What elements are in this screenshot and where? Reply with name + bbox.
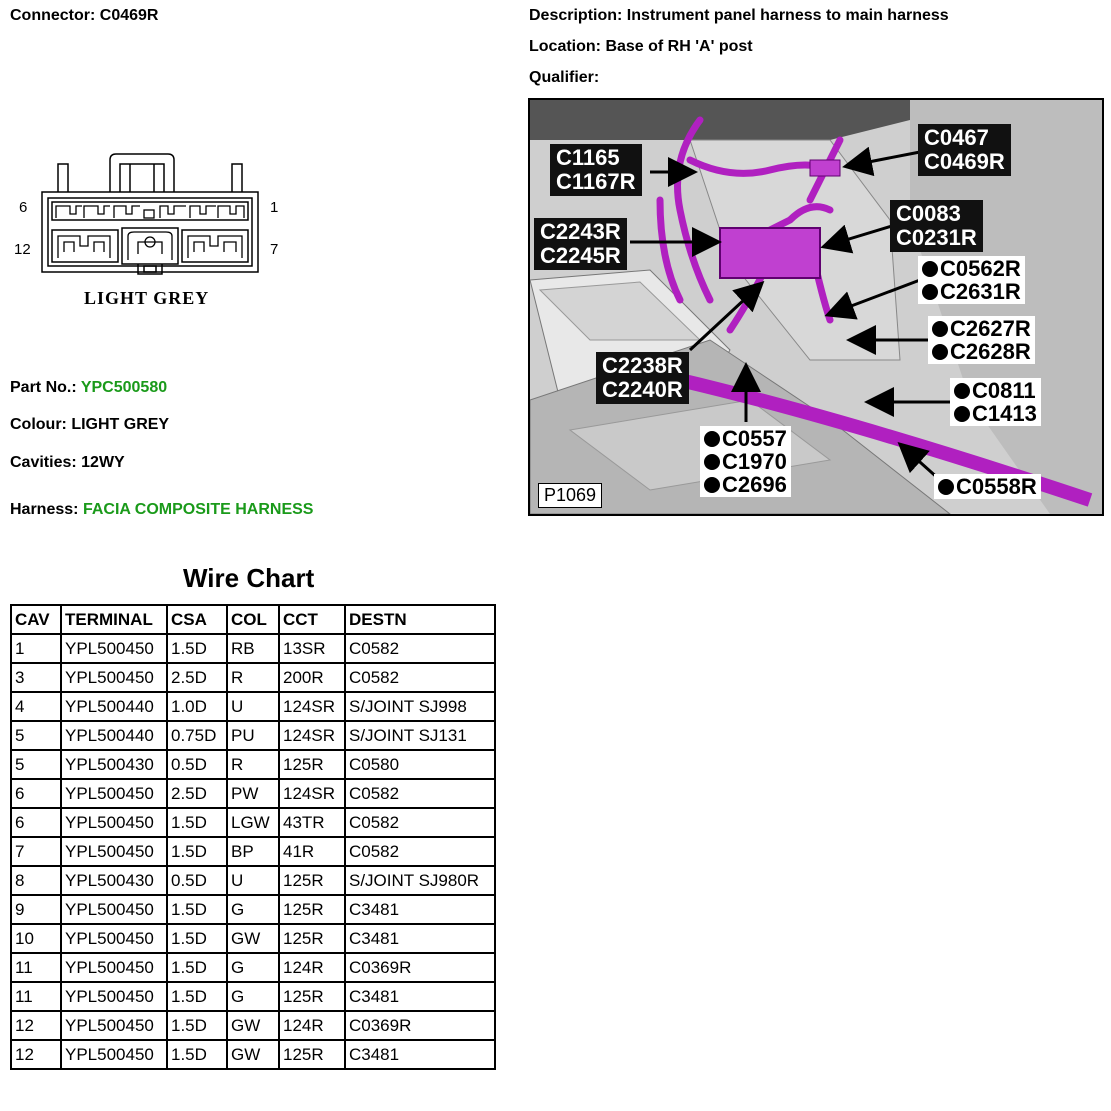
cell-cct: 125R — [279, 750, 345, 779]
cell-col: R — [227, 750, 279, 779]
table-row — [11, 808, 495, 837]
table-row — [11, 634, 495, 663]
cell-csa: 1.5D — [167, 1011, 227, 1040]
cell-cct: 125R — [279, 1040, 345, 1069]
cell-csa: 2.5D — [167, 779, 227, 808]
cell-cav: 4 — [11, 692, 61, 721]
cell-destn: C3481 — [345, 982, 495, 1011]
pin-label-1: 1 — [270, 199, 279, 216]
table-row — [11, 982, 495, 1011]
col-header-cct: CCT — [279, 605, 345, 634]
cell-col: PU — [227, 721, 279, 750]
table-row — [11, 924, 495, 953]
cell-terminal: YPL500450 — [61, 1040, 167, 1069]
cell-terminal: YPL500450 — [61, 634, 167, 663]
connector-colour-label: LIGHT GREY — [84, 288, 210, 308]
cell-csa: 1.5D — [167, 634, 227, 663]
harness-info — [10, 501, 313, 519]
callout-c0557: C0557 C1970 C2696 — [700, 426, 791, 497]
cell-terminal: YPL500450 — [61, 837, 167, 866]
cell-cct: 200R — [279, 663, 345, 692]
table-row — [11, 692, 495, 721]
cell-terminal: YPL500440 — [61, 692, 167, 721]
cell-destn: C0582 — [345, 779, 495, 808]
cell-csa: 1.5D — [167, 982, 227, 1011]
wire-chart-title: Wire Chart — [183, 563, 315, 593]
cell-destn: C3481 — [345, 924, 495, 953]
cell-destn: S/JOINT SJ998 — [345, 692, 495, 721]
cell-cav: 11 — [11, 953, 61, 982]
callout-c1165: C1165 C1167R — [550, 144, 642, 196]
cavities-info: Cavities: 12WY — [10, 454, 125, 471]
cell-csa: 1.5D — [167, 1040, 227, 1069]
cell-cct: 124SR — [279, 721, 345, 750]
callout-c0558r: C0558R — [934, 474, 1041, 499]
table-row — [11, 721, 495, 750]
pin-label-12: 12 — [14, 241, 31, 258]
cell-csa: 1.0D — [167, 692, 227, 721]
pin-label-6: 6 — [19, 199, 28, 216]
table-row — [11, 1011, 495, 1040]
pin-label-7: 7 — [270, 241, 279, 258]
cell-cct: 125R — [279, 895, 345, 924]
cell-cav: 12 — [11, 1040, 61, 1069]
cell-cav: 9 — [11, 895, 61, 924]
cell-destn: C0582 — [345, 808, 495, 837]
qualifier: Qualifier: — [529, 69, 600, 86]
cell-cav: 6 — [11, 808, 61, 837]
part-number-label: Part No.: — [10, 379, 77, 396]
cell-cct: 43TR — [279, 808, 345, 837]
wire-chart-table — [10, 604, 496, 1070]
cell-cav: 11 — [11, 982, 61, 1011]
table-row — [11, 837, 495, 866]
cell-col: U — [227, 692, 279, 721]
table-row — [11, 866, 495, 895]
cell-terminal: YPL500440 — [61, 721, 167, 750]
cell-cct: 41R — [279, 837, 345, 866]
cell-csa: 1.5D — [167, 924, 227, 953]
col-header-terminal: TERMINAL — [61, 605, 167, 634]
cell-cav: 3 — [11, 663, 61, 692]
table-row — [11, 779, 495, 808]
cell-col: GW — [227, 924, 279, 953]
table-row — [11, 1040, 495, 1069]
cell-cct: 125R — [279, 866, 345, 895]
cell-destn: S/JOINT SJ980R — [345, 866, 495, 895]
table-header-row — [11, 605, 495, 634]
colour-info: Colour: LIGHT GREY — [10, 416, 170, 433]
callout-c2238r: C2238R C2240R — [596, 352, 689, 404]
callout-c2627r: C2627R C2628R — [928, 316, 1035, 364]
callout-c0467: C0467 C0469R — [918, 124, 1011, 176]
cell-cav: 5 — [11, 750, 61, 779]
cell-terminal: YPL500450 — [61, 779, 167, 808]
cell-col: RB — [227, 634, 279, 663]
col-header-csa: CSA — [167, 605, 227, 634]
cell-cav: 6 — [11, 779, 61, 808]
cell-cav: 7 — [11, 837, 61, 866]
table-row — [11, 663, 495, 692]
cell-destn: C3481 — [345, 895, 495, 924]
table-row — [11, 750, 495, 779]
part-number-link[interactable]: YPC500580 — [80, 379, 168, 396]
callout-c0083: C0083 C0231R — [890, 200, 983, 252]
cell-cav: 8 — [11, 866, 61, 895]
cell-csa: 1.5D — [167, 895, 227, 924]
callout-c2243r: C2243R C2245R — [534, 218, 627, 270]
harness-label: Harness: — [10, 501, 79, 518]
cell-destn: C0369R — [345, 953, 495, 982]
cell-terminal: YPL500430 — [61, 750, 167, 779]
cell-cct: 124R — [279, 1011, 345, 1040]
cell-csa: 0.5D — [167, 866, 227, 895]
harness-link[interactable]: FACIA COMPOSITE HARNESS — [82, 501, 314, 518]
cell-cct: 124SR — [279, 779, 345, 808]
callout-c0562r: C0562R C2631R — [918, 256, 1025, 304]
cell-cct: 124R — [279, 953, 345, 982]
cell-destn: C0582 — [345, 837, 495, 866]
cell-terminal: YPL500450 — [61, 663, 167, 692]
cell-cct: 125R — [279, 924, 345, 953]
cell-col: G — [227, 953, 279, 982]
cell-destn: C0582 — [345, 663, 495, 692]
cell-csa: 0.75D — [167, 721, 227, 750]
cell-col: BP — [227, 837, 279, 866]
cell-terminal: YPL500430 — [61, 866, 167, 895]
table-row — [11, 895, 495, 924]
cell-csa: 1.5D — [167, 808, 227, 837]
cell-terminal: YPL500450 — [61, 1011, 167, 1040]
cell-col: GW — [227, 1011, 279, 1040]
cell-terminal: YPL500450 — [61, 924, 167, 953]
cell-col: G — [227, 982, 279, 1011]
cell-cav: 5 — [11, 721, 61, 750]
cell-cct: 125R — [279, 982, 345, 1011]
cell-cav: 10 — [11, 924, 61, 953]
cell-destn: C3481 — [345, 1040, 495, 1069]
col-header-cav: CAV — [11, 605, 61, 634]
cell-terminal: YPL500450 — [61, 808, 167, 837]
table-row — [11, 953, 495, 982]
connector-title: Connector: C0469R — [10, 7, 159, 24]
location-photo — [528, 98, 1104, 516]
wire-chart-body — [11, 634, 495, 1069]
cell-destn: C0582 — [345, 634, 495, 663]
cell-col: G — [227, 895, 279, 924]
location: Location: Base of RH 'A' post — [529, 38, 753, 55]
cell-csa: 1.5D — [167, 837, 227, 866]
cell-cav: 12 — [11, 1011, 61, 1040]
cell-terminal: YPL500450 — [61, 895, 167, 924]
cell-col: PW — [227, 779, 279, 808]
cell-col: GW — [227, 1040, 279, 1069]
col-header-col: COL — [227, 605, 279, 634]
cell-destn: C0369R — [345, 1011, 495, 1040]
cell-cav: 1 — [11, 634, 61, 663]
cell-csa: 2.5D — [167, 663, 227, 692]
cell-cct: 13SR — [279, 634, 345, 663]
part-number — [10, 379, 167, 397]
col-header-destn: DESTN — [345, 605, 495, 634]
cell-terminal: YPL500450 — [61, 982, 167, 1011]
cell-csa: 0.5D — [167, 750, 227, 779]
cell-col: LGW — [227, 808, 279, 837]
cell-col: R — [227, 663, 279, 692]
description: Description: Instrument panel harness to main harness — [529, 7, 949, 24]
cell-csa: 1.5D — [167, 953, 227, 982]
cell-col: U — [227, 866, 279, 895]
cell-destn: C0580 — [345, 750, 495, 779]
callout-c0811: C0811 C1413 — [950, 378, 1041, 426]
cell-terminal: YPL500450 — [61, 953, 167, 982]
figure-id: P1069 — [538, 483, 602, 508]
cell-destn: S/JOINT SJ131 — [345, 721, 495, 750]
cell-cct: 124SR — [279, 692, 345, 721]
